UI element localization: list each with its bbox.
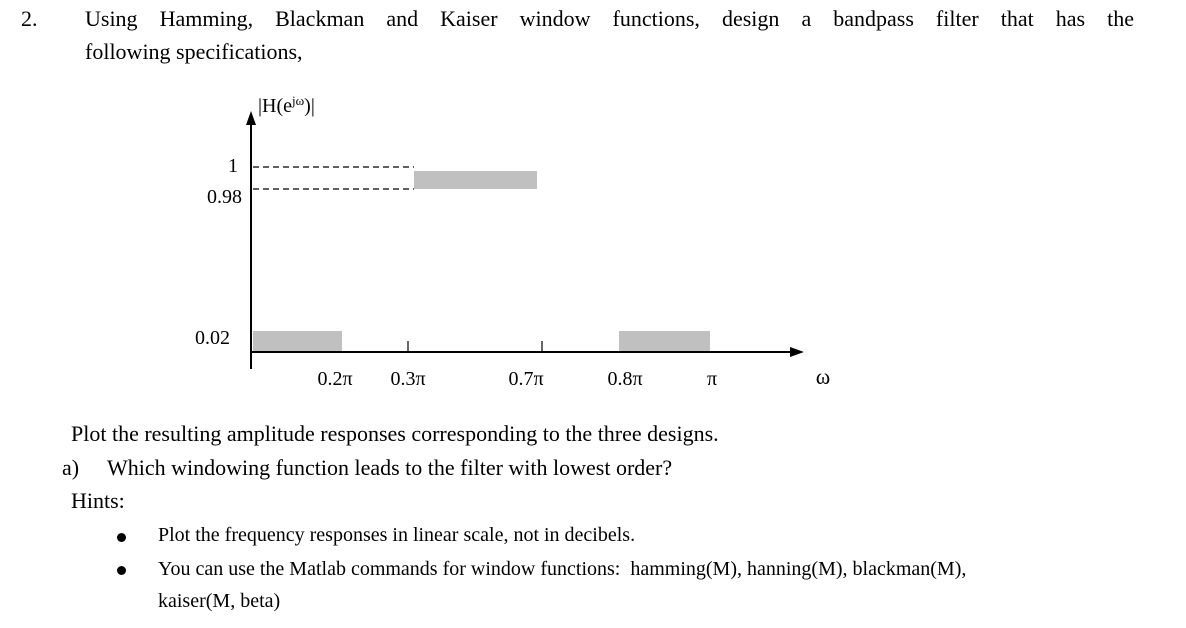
intro-word: that (1000, 6, 1034, 31)
plot-instruction: Plot the resulting amplitude responses corresponding to the three designs. (71, 421, 719, 446)
intro-word: a (801, 6, 812, 31)
problem-number: 2. (21, 6, 38, 31)
y-tick-label-098: 0.98 (207, 186, 242, 208)
stopband-upper-tolerance-box (619, 331, 710, 351)
x-tick-label-07pi: 0.7π (508, 368, 544, 390)
x-tick-label-03pi: 0.3π (390, 368, 426, 390)
intro-word: the (1107, 6, 1134, 31)
y-axis-label: $|H(e^{j\omega})|$ (258, 93, 315, 117)
problem-intro-line1 (85, 6, 1134, 32)
passband-tolerance-box (414, 171, 537, 189)
intro-word: Using (85, 6, 138, 31)
intro-word: bandpass (833, 6, 914, 31)
intro-word: has (1055, 6, 1086, 31)
question-label: a) (62, 455, 80, 480)
intro-word: filter (935, 6, 979, 31)
hint-2: You can use the Matlab commands for window functions: hamming(M), hanning(M), blackman(M), (158, 558, 967, 580)
stopband-lower-tolerance-box (253, 331, 342, 351)
intro-word: functions, (612, 6, 700, 31)
hints-label: Hints: (71, 488, 125, 513)
hint-bullet-2 (117, 566, 126, 575)
intro-word: Blackman (275, 6, 365, 31)
filter-spec-figure (150, 85, 1050, 395)
x-tick-label-08pi: 0.8π (607, 368, 643, 390)
intro-word: window (519, 6, 591, 31)
question-text: Which windowing function leads to the filter with lowest order? (107, 455, 673, 480)
intro-word: Kaiser (440, 6, 498, 31)
y-tick-label-002: 0.02 (195, 327, 230, 349)
problem-intro-line2: following specifications, (85, 39, 303, 64)
x-tick-label-pi: π (706, 368, 718, 390)
y-tick-label-1: 1 (228, 155, 238, 177)
x-tick-label-02pi: 0.2π (317, 368, 353, 390)
x-axis-label: ω (815, 364, 831, 389)
hint-bullet-1 (117, 533, 126, 542)
intro-word: and (386, 6, 419, 31)
y-axis-arrow (246, 111, 256, 125)
hint-1: Plot the frequency responses in linear scale, not in decibels. (158, 524, 636, 546)
intro-word: Hamming, (159, 6, 254, 31)
hint-2-continued: kaiser(M, beta) (158, 590, 281, 612)
intro-word: design (721, 6, 780, 31)
x-axis-arrow (790, 347, 804, 357)
